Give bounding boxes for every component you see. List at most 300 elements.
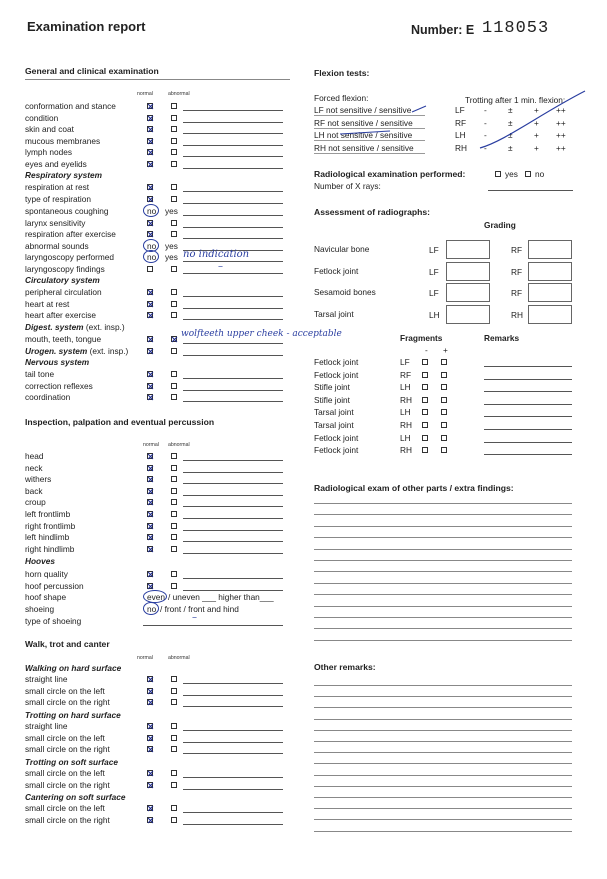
abnormal-checkbox[interactable]	[171, 476, 177, 482]
flexion-scale-option[interactable]: -	[484, 105, 487, 115]
flexion-scale-option[interactable]: ++	[556, 142, 566, 153]
fragment-minus-checkbox[interactable]	[422, 409, 428, 415]
nervous-title: Nervous system	[25, 357, 90, 367]
hoof-shape-label: hoof shape	[25, 592, 67, 602]
shoeing-circle	[143, 602, 159, 615]
row-label: neck	[25, 462, 43, 473]
type-shoeing-note: –	[192, 612, 197, 623]
flexion-scale-option[interactable]: ++	[556, 130, 566, 140]
col-normal-label: normal	[137, 91, 153, 97]
normal-checkbox[interactable]	[147, 546, 153, 552]
trotting-soft-title: Trotting on soft surface	[25, 757, 118, 767]
row-label: peripheral circulation	[25, 287, 102, 297]
fill-line	[183, 777, 283, 778]
circulatory-title: Circulatory system	[25, 275, 100, 285]
fill-line	[183, 319, 283, 320]
abnormal-checkbox[interactable]	[171, 583, 177, 589]
flexion-scale-option[interactable]: +	[534, 105, 539, 115]
normal-checkbox[interactable]	[147, 220, 153, 226]
remark-line	[484, 416, 572, 417]
normal-checkbox[interactable]	[147, 289, 153, 295]
flexion-scale-option[interactable]: +	[534, 117, 539, 128]
writing-line[interactable]	[314, 831, 572, 832]
frag-plus-label: +	[443, 345, 448, 355]
fill-line	[183, 541, 283, 542]
abnormal-checkbox[interactable]	[171, 723, 177, 729]
fill-line	[183, 308, 283, 309]
abnormal-checkbox[interactable]	[171, 336, 177, 342]
fragment-leg: LH	[400, 407, 411, 418]
writing-line[interactable]	[314, 763, 572, 764]
trotting-after-label: Trotting after 1 min. flexion:	[465, 95, 566, 105]
flexion-leg: RF	[455, 117, 467, 128]
writing-line[interactable]	[314, 685, 572, 686]
flexion-scale-option[interactable]: ±	[508, 105, 513, 115]
normal-checkbox[interactable]	[147, 383, 153, 389]
assessment-leg-left: LF	[429, 245, 439, 255]
row-label: straight line	[25, 721, 68, 731]
row-label: small circle on the right	[25, 779, 110, 790]
assessment-label: Tarsal joint	[314, 308, 354, 319]
fill-line	[183, 695, 283, 696]
normal-checkbox[interactable]	[147, 371, 153, 377]
assessment-label: Navicular bone	[314, 244, 370, 254]
abnormal-checkbox[interactable]	[171, 571, 177, 577]
resp-handwritten-note: –	[218, 261, 223, 272]
shoeing-options: / front / front and hind	[160, 604, 239, 614]
fragment-label: Stifle joint	[314, 394, 350, 405]
normal-checkbox[interactable]	[147, 699, 153, 705]
radio-yes-label: yes	[505, 169, 518, 179]
normal-checkbox[interactable]	[147, 336, 153, 342]
abnormal-checkbox[interactable]	[171, 453, 177, 459]
report-number: 118053	[482, 19, 550, 38]
remark-line	[484, 429, 572, 430]
fill-line	[183, 824, 283, 825]
forced-flexion-label: Forced flexion:	[314, 93, 369, 103]
fragment-minus-checkbox[interactable]	[422, 359, 428, 365]
abnormal-checkbox[interactable]	[171, 138, 177, 144]
resp-no-circle	[143, 204, 159, 217]
normal-checkbox[interactable]	[147, 770, 153, 776]
walking-hard-title: Walking on hard surface	[25, 663, 122, 673]
fill-line	[183, 753, 283, 754]
fill-line	[183, 215, 283, 216]
grading-label: Grading	[484, 220, 516, 230]
assessment-label: Fetlock joint	[314, 265, 359, 276]
flexion-scale-option[interactable]: +	[534, 142, 539, 153]
row-label: mouth, teeth, tongue	[25, 334, 102, 344]
normal-checkbox[interactable]	[147, 571, 153, 577]
grading-box-right[interactable]	[528, 240, 572, 259]
flexion-scale-option[interactable]: -	[484, 117, 487, 128]
normal-checkbox[interactable]	[147, 196, 153, 202]
normal-checkbox[interactable]	[147, 231, 153, 237]
row-label: straight line	[25, 674, 68, 684]
normal-checkbox[interactable]	[147, 301, 153, 307]
writing-line[interactable]	[314, 786, 572, 787]
fragment-plus-checkbox[interactable]	[441, 409, 447, 415]
abnormal-checkbox[interactable]	[171, 231, 177, 237]
fill-line	[183, 203, 283, 204]
abnormal-checkbox[interactable]	[171, 688, 177, 694]
fill-line	[183, 553, 283, 554]
fragment-plus-checkbox[interactable]	[441, 422, 447, 428]
flexion-scale-option[interactable]: -	[484, 130, 487, 140]
fragment-label: Fetlock joint	[314, 445, 359, 456]
resp-no-option[interactable]: no	[147, 206, 157, 216]
row-label: eyes and eyelids	[25, 159, 87, 169]
radio-no-label: no	[535, 169, 545, 179]
flexion-row-label: RF not sensitive / sensitive	[314, 117, 413, 128]
normal-checkbox[interactable]	[147, 149, 153, 155]
fill-line	[183, 518, 283, 519]
normal-checkbox[interactable]	[147, 805, 153, 811]
general-section-title: General and clinical examination	[25, 66, 159, 76]
other-remarks-title: Other remarks:	[314, 662, 376, 672]
radio-performed-label: Radiological examination performed:	[314, 169, 466, 179]
writing-line[interactable]	[314, 571, 572, 572]
row-label: right frontlimb	[25, 520, 76, 531]
resp-yes-option[interactable]: yes	[165, 240, 178, 251]
normal-checkbox[interactable]	[147, 746, 153, 752]
fragment-plus-checkbox[interactable]	[441, 447, 447, 453]
normal-checkbox[interactable]	[147, 511, 153, 517]
row-label: small circle on the left	[25, 732, 105, 743]
abnormal-checkbox[interactable]	[171, 394, 177, 400]
normal-checkbox[interactable]	[147, 476, 153, 482]
normal-checkbox[interactable]	[147, 723, 153, 729]
abnormal-checkbox[interactable]	[171, 770, 177, 776]
abnormal-checkbox[interactable]	[171, 735, 177, 741]
normal-checkbox[interactable]	[147, 103, 153, 109]
fragment-minus-checkbox[interactable]	[422, 372, 428, 378]
normal-checkbox[interactable]	[147, 115, 153, 121]
abnormal-checkbox[interactable]	[171, 103, 177, 109]
normal-checkbox[interactable]	[147, 499, 153, 505]
radio-no-checkbox[interactable]	[525, 171, 531, 177]
abnormal-checkbox[interactable]	[171, 676, 177, 682]
abnormal-checkbox[interactable]	[171, 371, 177, 377]
normal-checkbox[interactable]	[147, 782, 153, 788]
assessment-leg-left: LF	[429, 266, 439, 277]
fill-line	[183, 530, 283, 531]
row-label: small circle on the left	[25, 803, 105, 813]
writing-line[interactable]	[314, 707, 572, 708]
fragment-plus-checkbox[interactable]	[441, 359, 447, 365]
abnormal-checkbox[interactable]	[171, 161, 177, 167]
row-label: conformation and stance	[25, 101, 116, 111]
row-label: tail tone	[25, 369, 55, 379]
row-label: correction reflexes	[25, 380, 93, 391]
remark-line	[484, 404, 572, 405]
fragment-minus-checkbox[interactable]	[422, 422, 428, 428]
remark-line	[484, 442, 572, 443]
remark-line	[484, 391, 572, 392]
normal-checkbox[interactable]	[147, 817, 153, 823]
writing-line[interactable]	[314, 819, 572, 820]
abnormal-checkbox[interactable]	[171, 312, 177, 318]
remark-line	[484, 379, 572, 380]
normal-checkbox[interactable]	[147, 312, 153, 318]
fill-line	[183, 145, 283, 146]
flexion-scale-option[interactable]: -	[484, 142, 487, 153]
fragment-plus-checkbox[interactable]	[441, 384, 447, 390]
resp-option-label: abnormal sounds	[25, 240, 89, 251]
remark-line	[484, 366, 572, 367]
abnormal-checkbox[interactable]	[171, 805, 177, 811]
normal-checkbox[interactable]	[147, 453, 153, 459]
shoeing-no[interactable]: no	[147, 604, 157, 614]
fill-line	[183, 578, 283, 579]
fragment-plus-checkbox[interactable]	[441, 397, 447, 403]
resp-no-option[interactable]: no	[147, 252, 157, 263]
radio-yes-checkbox[interactable]	[495, 171, 501, 177]
row-label: withers	[25, 474, 52, 485]
fragment-minus-checkbox[interactable]	[422, 397, 428, 403]
fill-line	[183, 390, 283, 391]
writing-line[interactable]	[314, 730, 572, 731]
normal-checkbox[interactable]	[147, 523, 153, 529]
writing-line[interactable]	[314, 503, 572, 504]
resp-option-label: laryngoscopy findings	[25, 264, 105, 274]
fill-line	[183, 472, 283, 473]
row-label: heart at rest	[25, 298, 70, 309]
abnormal-checkbox[interactable]	[171, 289, 177, 295]
row-label: mucous membranes	[25, 135, 101, 146]
row-label: small circle on the right	[25, 814, 110, 825]
writing-line[interactable]	[314, 560, 572, 561]
normal-checkbox[interactable]	[147, 394, 153, 400]
abnormal-checkbox[interactable]	[171, 546, 177, 552]
resp-handwritten-note: no indication	[183, 249, 250, 261]
abnormal-checkbox[interactable]	[171, 220, 177, 226]
writing-line[interactable]	[314, 741, 572, 742]
resp-yes-option[interactable]: yes	[165, 252, 178, 263]
writing-line[interactable]	[314, 640, 572, 641]
writing-line[interactable]	[314, 514, 572, 515]
row-label: small circle on the right	[25, 697, 110, 708]
fill-line	[183, 460, 283, 461]
abnormal-checkbox[interactable]	[171, 266, 177, 272]
fragment-minus-checkbox[interactable]	[422, 435, 428, 441]
row-label: left frontlimb	[25, 509, 71, 519]
grading-box-right[interactable]	[528, 262, 572, 281]
col-normal-label: normal	[137, 655, 153, 661]
urogen-abnormal-checkbox[interactable]	[171, 348, 177, 354]
col-abnormal-label: abnormal	[168, 655, 190, 661]
fragment-leg: RH	[400, 394, 412, 405]
fill-line	[183, 227, 283, 228]
row-label: skin and coat	[25, 124, 74, 135]
abnormal-checkbox[interactable]	[171, 746, 177, 752]
type-shoeing-label: type of shoeing	[25, 616, 82, 626]
shoeing-label: shoeing	[25, 604, 55, 614]
abnormal-checkbox[interactable]	[171, 488, 177, 494]
fragment-plus-checkbox[interactable]	[441, 372, 447, 378]
fragment-leg: LF	[400, 357, 410, 367]
fill-line	[183, 378, 283, 379]
fill-line	[183, 168, 283, 169]
normal-checkbox[interactable]	[147, 161, 153, 167]
digest-note: wolfteeth upper cheek - acceptable	[181, 329, 342, 339]
trotting-hard-title: Trotting on hard surface	[25, 710, 121, 720]
assessment-leg-right: RF	[511, 266, 523, 277]
writing-line[interactable]	[314, 752, 572, 753]
flexion-row-label: RH not sensitive / sensitive	[314, 142, 414, 153]
fragment-label: Tarsal joint	[314, 420, 354, 430]
assessment-leg-right: RF	[511, 245, 523, 255]
flexion-leg: LH	[455, 130, 466, 140]
fill-line	[183, 191, 283, 192]
flexion-row-label: LF not sensitive / sensitive	[314, 105, 412, 115]
hoof-shape-even[interactable]: even	[147, 592, 165, 602]
cantering-soft-title: Cantering on soft surface	[25, 792, 126, 802]
resp-yes-option[interactable]: yes	[165, 206, 178, 216]
flexion-scale-option[interactable]: ++	[556, 117, 566, 128]
digest-title: Digest. system (ext. insp.)	[25, 322, 125, 332]
walk-title: Walk, trot and canter	[25, 639, 110, 649]
fill-line	[183, 789, 283, 790]
row-label: type of respiration	[25, 193, 91, 204]
fragment-label: Stifle joint	[314, 382, 350, 393]
divider	[25, 79, 290, 80]
normal-checkbox[interactable]	[147, 126, 153, 132]
writing-line[interactable]	[314, 526, 572, 527]
abnormal-checkbox[interactable]	[171, 511, 177, 517]
fill-line	[183, 590, 283, 591]
hooves-title: Hooves	[25, 556, 55, 566]
fill-line	[183, 110, 283, 111]
writing-line[interactable]	[314, 606, 572, 607]
handwritten-strike-line	[330, 86, 590, 166]
fill-line	[183, 506, 283, 507]
fragment-leg: RH	[400, 445, 412, 456]
abnormal-checkbox[interactable]	[171, 383, 177, 389]
fill-line	[183, 261, 283, 262]
abnormal-checkbox[interactable]	[171, 149, 177, 155]
writing-line[interactable]	[314, 628, 572, 629]
writing-line[interactable]	[314, 808, 572, 809]
abnormal-checkbox[interactable]	[171, 499, 177, 505]
fill-line	[183, 401, 283, 402]
normal-checkbox[interactable]	[147, 184, 153, 190]
writing-line[interactable]	[314, 617, 572, 618]
assessment-leg-right: RF	[511, 288, 523, 298]
col-abnormal-label: abnormal	[168, 442, 190, 448]
abnormal-checkbox[interactable]	[171, 465, 177, 471]
writing-line[interactable]	[314, 583, 572, 584]
normal-checkbox[interactable]	[147, 465, 153, 471]
normal-checkbox[interactable]	[147, 688, 153, 694]
report-title: Examination report	[27, 19, 146, 34]
assessment-leg-left: LF	[429, 288, 439, 298]
abnormal-checkbox[interactable]	[171, 301, 177, 307]
fill-line	[143, 625, 283, 626]
fill-line	[183, 495, 283, 496]
fill-line	[183, 296, 283, 297]
normal-checkbox[interactable]	[147, 735, 153, 741]
abnormal-checkbox[interactable]	[171, 184, 177, 190]
fragment-plus-checkbox[interactable]	[441, 435, 447, 441]
fragment-minus-checkbox[interactable]	[422, 384, 428, 390]
normal-checkbox[interactable]	[147, 534, 153, 540]
writing-line[interactable]	[314, 549, 572, 550]
abnormal-checkbox[interactable]	[171, 196, 177, 202]
fragment-minus-checkbox[interactable]	[422, 447, 428, 453]
resp-option-label: spontaneous coughing	[25, 206, 109, 216]
normal-checkbox[interactable]	[147, 488, 153, 494]
writing-line[interactable]	[314, 797, 572, 798]
urogen-normal-checkbox[interactable]	[147, 348, 153, 354]
fill-line	[183, 355, 283, 356]
abnormal-checkbox[interactable]	[171, 782, 177, 788]
row-label: croup	[25, 497, 46, 508]
flexion-scale-option[interactable]: ++	[556, 105, 566, 115]
flexion-scale-option[interactable]: +	[534, 130, 539, 140]
normal-checkbox[interactable]	[147, 676, 153, 682]
fill-line	[183, 742, 283, 743]
xrays-label: Number of X rays:	[314, 181, 381, 191]
grading-box-left[interactable]	[446, 305, 490, 324]
urogen-title: Urogen. system (ext. insp.)	[25, 346, 129, 356]
resp-option-label: laryngoscopy performed	[25, 252, 115, 263]
normal-checkbox[interactable]	[147, 138, 153, 144]
flexion-row-label: LH not sensitive / sensitive	[314, 130, 413, 140]
assessment-leg-left: LH	[429, 309, 440, 320]
remarks-label: Remarks	[484, 333, 520, 343]
respiratory-title: Respiratory system	[25, 170, 103, 180]
flexion-title: Flexion tests:	[314, 68, 370, 78]
writing-line[interactable]	[314, 719, 572, 720]
flexion-scale-option[interactable]: ±	[508, 117, 513, 128]
fragment-leg: LH	[400, 382, 411, 393]
writing-line[interactable]	[314, 537, 572, 538]
normal-checkbox[interactable]	[147, 266, 153, 272]
report-number-label: Number: E	[411, 23, 475, 37]
grading-box-right[interactable]	[528, 305, 572, 324]
flexion-scale-option[interactable]: ±	[508, 142, 513, 153]
fill-line	[183, 343, 283, 344]
hoof-shape-circle	[143, 590, 167, 603]
row-label: lymph nodes	[25, 147, 73, 158]
flexion-scale-option[interactable]: ±	[508, 130, 513, 140]
grading-box-left[interactable]	[446, 262, 490, 281]
abnormal-checkbox[interactable]	[171, 817, 177, 823]
fill-line	[183, 706, 283, 707]
grading-box-left[interactable]	[446, 283, 490, 302]
other-parts-title: Radiological exam of other parts / extra findings:	[314, 483, 514, 493]
resp-option-label: larynx sensitivity	[25, 217, 86, 228]
abnormal-checkbox[interactable]	[171, 126, 177, 132]
fragments-label: Fragments	[400, 333, 443, 343]
grading-box-right[interactable]	[528, 283, 572, 302]
fill-line	[183, 730, 283, 731]
abnormal-checkbox[interactable]	[171, 523, 177, 529]
fill-line	[183, 483, 283, 484]
abnormal-checkbox[interactable]	[171, 115, 177, 121]
abnormal-checkbox[interactable]	[171, 699, 177, 705]
writing-line[interactable]	[314, 696, 572, 697]
writing-line[interactable]	[314, 594, 572, 595]
row-label: respiration at rest	[25, 182, 90, 192]
resp-no-option[interactable]: no	[147, 240, 157, 251]
abnormal-checkbox[interactable]	[171, 534, 177, 540]
writing-line[interactable]	[314, 775, 572, 776]
fill-line	[183, 133, 283, 134]
normal-checkbox[interactable]	[147, 583, 153, 589]
grading-box-left[interactable]	[446, 240, 490, 259]
